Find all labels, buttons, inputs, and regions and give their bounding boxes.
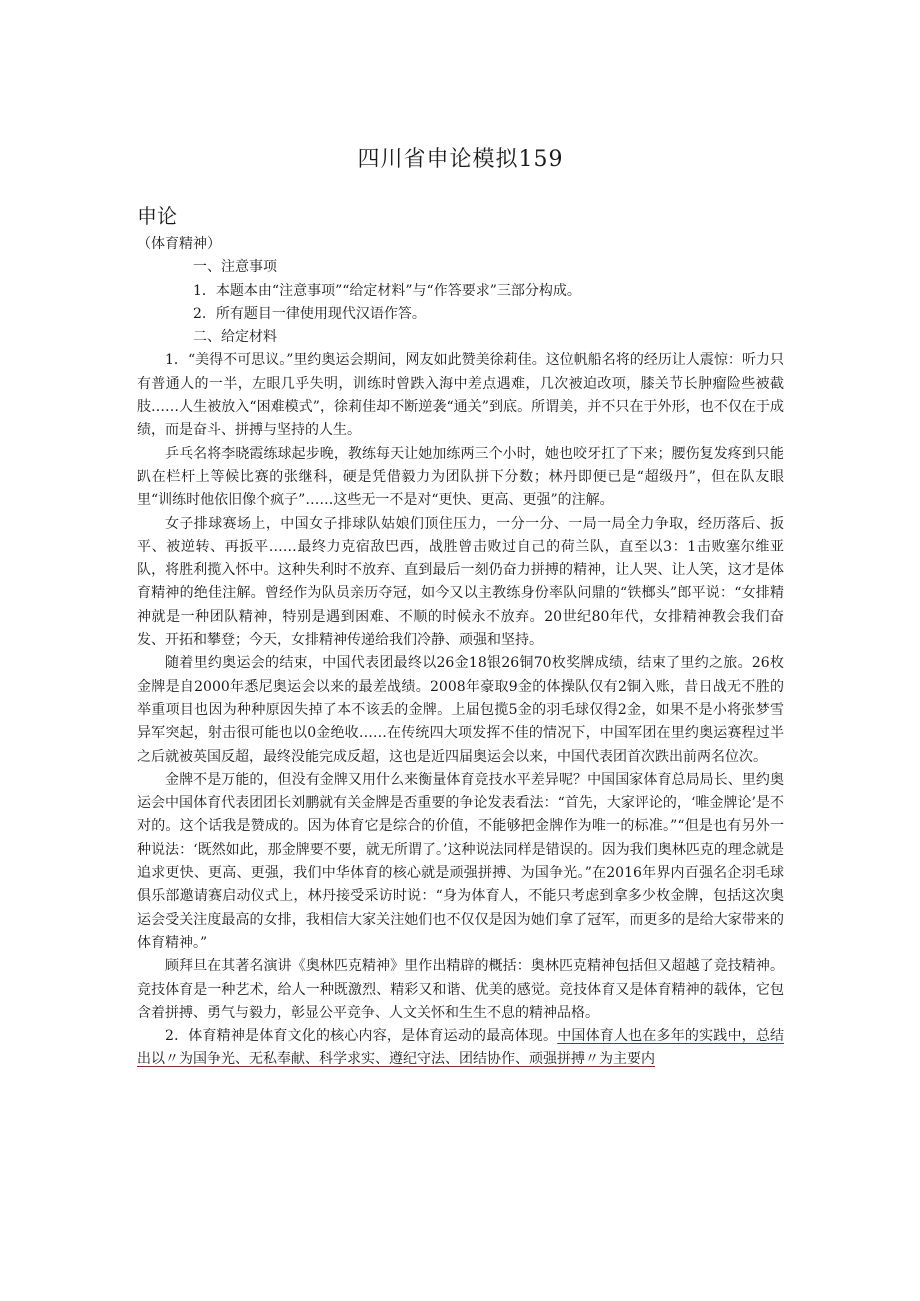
material-2-underlined-text: 中国体育人也在多年的实践中，总结出以〃为国争光、无私奉献、科学求实、遵纪守法、团结协作、顽强拼搏〃为主要内 — [137, 1028, 785, 1068]
section-title: 申论 — [137, 204, 177, 228]
notice-heading: 一、注意事项 — [193, 259, 277, 276]
document-subtitle: （体育精神） — [137, 236, 221, 252]
notice-item: 2．所有题目一律使用现代汉语作答。 — [193, 305, 426, 322]
material-paragraph: 随着里约奥运会的结束，中国代表团最终以26金18银26铜70枚奖牌成绩，结束了里约之旅。26枚金牌是自2000年悉尼奥运会以来的最差战绩。2008年豪取9金的体操队仅有2铜入账，昔日战无不胜的举重项目也因为种种原因失掉了本不该丢的金牌。上届包揽5金的羽毛球仅得2金，如果不是小将张梦雪异军突起，射击很可能也以0金绝收……在传统四大项发挥不佳的情况下，中国军团在里约奥运赛程过半之后就被英国反超，最终没能完成反超，这也是近四届奥运会以来，中国代表团首次跌出前两名位次。 — [137, 655, 784, 765]
material-paragraph: 女子排球赛场上，中国女子排球队姑娘们顶住压力，一分一分、一局一局全力争取，经历落后、扳平、被逆转、再扳平……最终力克宿敌巴西，战胜曾击败过自己的荷兰队，直至以3：1击败塞尔维亚队，将胜利揽入怀中。这种失利时不放弃、直到最后一刻仍奋力拼搏的精神，让人哭、让人笑，这才是体育精神的绝佳注解。曾经作为队员亲历夺冠，如今又以主教练身份率队问鼎的“铁榔头”郎平说：“女排精神就是一种团队精神，特别是遇到困难、不顺的时候永不放弃。20世纪80年代，女排精神教会我们奋发、开拓和攀登；今天，女排精神传递给我们冷静、顽强和坚持。 — [137, 515, 784, 649]
material-paragraph: 乒乓名将李晓霞练球起步晚，教练每天让她加练两三个小时，她也咬牙扛了下来；腰伤复发疼到只能趴在栏杆上等候比赛的张继科，硬是凭借毅力为团队拼下分数；林丹即便已是“超级丹”，但在队友眼里“训练时他依旧像个疯子”……这些无一不是对“更快、更高、更强”的注解。 — [137, 445, 784, 509]
material-paragraph: 金牌不是万能的，但没有金牌又用什么来衡量体育竞技水平差异呢？中国国家体育总局局长、里约奥运会中国体育代表团团长刘鹏就有关金牌是否重要的争论发表看法：“首先，大家评论的，‘唯金牌论’是不对的。这个话我是赞成的。因为体育它是综合的价值，不能够把金牌作为唯一的标准。”“但是也有另外一种说法：‘既然如此，那金牌要不要，就无所谓了。’这种说法同样是错误的。因为我们奥林匹克的理念就是追求更快、更高、更强，我们中华体育的核心就是顽强拼搏、为国争光。”在2016年界内百强名企羽毛球俱乐部邀请赛启动仪式上，林丹接受采访时说：“身为体育人，不能只考虑到拿多少枚金牌，包括这次奥运会受关注度最高的女排，我相信大家关注她们也不仅仅是因为她们拿了冠军，而更多的是给大家带来的体育精神。” — [137, 771, 784, 951]
document-body — [137, 233, 784, 1072]
materials-heading: 二、给定材料 — [193, 329, 277, 346]
notice-item: 1．本题本由“注意事项”“给定材料”与“作答要求”三部分构成。 — [193, 282, 581, 299]
material-paragraph: 1．“美得不可思议。”里约奥运会期间，网友如此赞美徐莉佳。这位帆船名将的经历让人震惊：听力只有普通人的一半，左眼几乎失明，训练时曾跌入海中差点遇难，几次被迫改项，膝关节长肿瘤险些被截肢……人生被放入“困难模式”，徐莉佳却不断逆袭“通关”到底。所谓美，并不只在于外形，也不仅在于成绩，而是奋斗、拼搏与坚持的人生。 — [137, 352, 784, 439]
material-2-lead: 2．体育精神是体育文化的核心内容，是体育运动的最高体现。 — [165, 1028, 558, 1045]
document-title: 四川省申论模拟159 — [357, 147, 564, 172]
material-paragraph: 顾拜旦在其著名演讲《奥林匹克精神》里作出精辟的概括：奥林匹克精神包括但又超越了竞技精神。竞技体育是一种艺术，给人一种既激烈、精彩又和谐、优美的感觉。竞技体育又是体育精神的载体，它包含着拼搏、勇气与毅力，彰显公平竞争、人文关怀和生生不息的精神品格。 — [137, 958, 784, 1021]
material-paragraph-2 — [137, 1025, 784, 1072]
